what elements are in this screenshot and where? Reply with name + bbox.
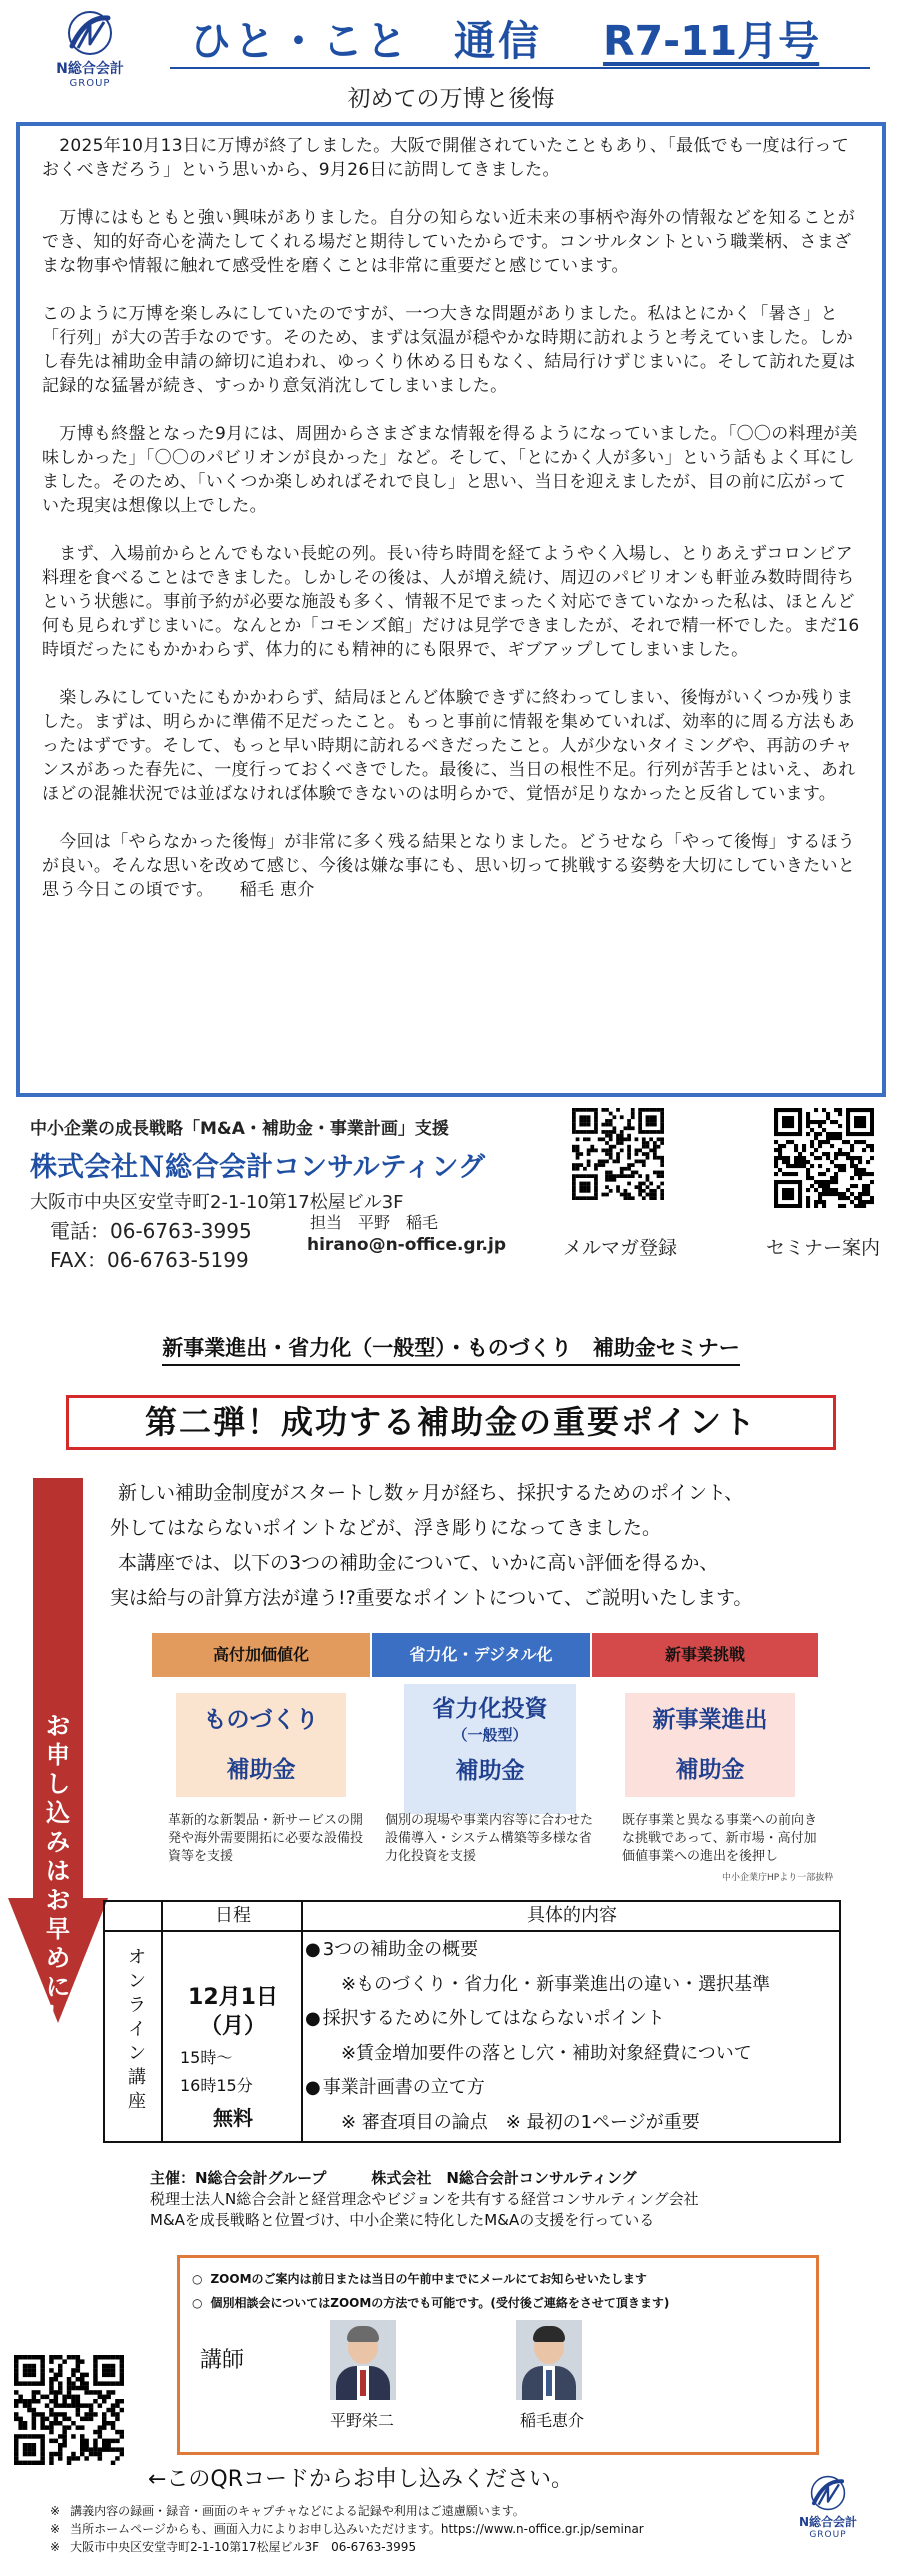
format-label	[127, 1946, 147, 2114]
subsidy-card-title: ものづくり	[203, 1707, 319, 1733]
apply-early-banner-text	[38, 1712, 78, 2031]
table-header-content: 具体的内容	[527, 1905, 617, 1926]
company-tagline: 中小企業の成長戦略「M&A・補助金・事業計画」支援	[30, 1119, 449, 1139]
category-header-high-value: 高付加価値化	[152, 1633, 370, 1677]
content-item: ● 事業計画書の立て方	[305, 2073, 835, 2099]
logo-name: N総合会計	[56, 61, 124, 77]
vertical-char: 講	[128, 2067, 146, 2088]
article-paragraph: 楽しみにしていたにもかかわらず、結局ほとんど体験できずに終わってしまい、後悔がいくつか残りました。まずは、明らかに準備不足だったこと。もっと事前に情報を集めていれば、効率的に周る方法もあったはずです。そして、もっと早い時期に訪れるべきだったこと。人が少ないタイミングや、再訪のチャンスがあった春先に、一度行っておくべきでした。最後に、当日の根性不足。行列が苦手とはいえ、あれほどの混雑状況では並ばなければ体験できないのは明らかで、覚悟が足りなかったと反省しています。	[42, 688, 856, 804]
company-address: 大阪市中央区安堂寺町2-1-10第17松屋ビル3F	[30, 1192, 404, 1213]
newsletter-issue: R7-11月号	[603, 17, 820, 65]
company-phone: 電話：06-6763-3995	[50, 1219, 252, 1243]
content-note: ※賃金増加要件の落とし穴・補助対象経費について	[341, 2043, 752, 2064]
intro-line: 本講座では、以下の3つの補助金について、いかに高い評価を得るか、	[118, 1552, 719, 1574]
subsidy-description: 個別の現場や事業内容等に合わせた設備導入・システム構築等多様な省力化投資を支援	[385, 1813, 594, 1864]
lecturer-name: 平野栄二	[330, 2411, 395, 2430]
newsletter-qr-caption: メルマガ登録	[562, 1237, 677, 1259]
organizer-line: 税理士法人N総合会計と経営理念やビジョンを共有する経営コンサルティング会社	[150, 2190, 699, 2208]
intro-line: 実は給与の計算方法が違う!?重要なポイントについて、ご説明いたします。	[110, 1587, 753, 1609]
contact-section	[0, 1105, 902, 1275]
category-header-new-business: 新事業挑戦	[592, 1633, 818, 1677]
seminar-fee: 無料	[213, 2106, 253, 2130]
subsidy-card-monozukuri	[176, 1693, 346, 1797]
vertical-char: み	[46, 1828, 70, 1856]
seminar-subtitle	[0, 1332, 902, 1362]
seminar-intro	[110, 1476, 890, 1616]
lecturer-photo	[330, 2320, 396, 2400]
lecturer-label: 講師	[200, 2348, 245, 2373]
footer-logo	[778, 2475, 878, 2540]
subsidy-card-title2: 補助金	[675, 1757, 745, 1783]
notice-line: ○ 個別相談会についてはZOOMの方法でも可能です。(受付後ご連絡をさせて頂きます)	[192, 2294, 669, 2311]
logo-mark-icon	[803, 2475, 853, 2511]
subsidy-card-new-business	[625, 1693, 795, 1797]
content-item: ● 3つの補助金の概要	[305, 1935, 835, 1961]
newsletter-title: ひと・こと 通信	[190, 17, 542, 65]
vertical-char: オ	[128, 1947, 146, 1968]
lecturer-photo	[516, 2320, 582, 2400]
seminar-date: 12月1日	[188, 1985, 278, 2010]
organizer-line: 主催：N総合会計グループ 株式会社 N総合会計コンサルティング	[150, 2169, 637, 2187]
seminar-subtitle-text: 新事業進出・省力化（一般型）・ものづくり 補助金セミナー	[162, 1336, 740, 1366]
logo-group-text: GROUP	[809, 2530, 847, 2540]
newsletter-qr-code-icon[interactable]	[572, 1108, 664, 1200]
subsidy-card-subtitle: （一般型）	[452, 1726, 528, 1744]
vertical-char: ン	[128, 1971, 146, 1992]
vertical-char: ！	[46, 2002, 70, 2030]
vertical-char: 早	[46, 1915, 70, 1943]
company-fax: FAX：06-6763-5199	[50, 1248, 249, 1272]
content-item: ● 採択するために外してはならないポイント	[305, 2004, 835, 2030]
vertical-char: め	[46, 1944, 70, 1972]
article-paragraph: 万博にはもともと強い興味がありました。自分の知らない近未来の事柄や海外の情報などを知ることができ、知的好奇心を満たしてくれる場だと期待していたからです。コンサルタントという職業柄、さまざまな物事や情報に触れて感受性を磨くことは非常に重要だと感じています。	[42, 208, 856, 276]
vertical-char: イ	[128, 2019, 146, 2040]
logo-group-text: GROUP	[69, 78, 111, 89]
footnote: ※ 講義内容の録画・録音・画面のキャプチャなどによる記録や利用はご遠慮願います。	[50, 2502, 525, 2519]
vertical-char: は	[46, 1857, 70, 1885]
seminar-title: 第二弾！成功する補助金の重要ポイント	[66, 1395, 836, 1450]
footnote: ※ 大阪市中央区安堂寺町2-1-10第17松屋ビル3F 06-6763-3995	[50, 2538, 416, 2555]
source-note: 中小企業庁HPより一部抜粋	[722, 1873, 834, 1883]
category-header-labor-saving: 省力化・デジタル化	[372, 1633, 590, 1677]
vertical-char: 座	[128, 2091, 146, 2112]
subsidy-card-title2: 補助金	[455, 1758, 525, 1784]
article-paragraph: 2025年10月13日に万博が終了しました。大阪で開催されていたこともあり、「最低でも一度は行っておくべきだろう」という思いから、9月26日に訪問してきました。	[42, 136, 850, 180]
newsletter-header	[0, 0, 902, 130]
application-qr-code-icon[interactable]	[14, 2355, 124, 2465]
seminar-qr-code-icon[interactable]	[774, 1108, 874, 1208]
seminar-qr-caption: セミナー案内	[765, 1237, 880, 1259]
seminar-time-end: 16時15分	[180, 2076, 253, 2095]
subsidy-description: 既存事業と異なる事業への前向きな挑戦であって、新市場・高付加価値事業への進出を後押し	[622, 1813, 818, 1864]
lecturer-name: 稲毛恵介	[520, 2411, 585, 2430]
header-divider	[170, 67, 870, 69]
organizer-line: M&Aを成長戦略と位置づけ、中小企業に特化したM&Aの支援を行っている	[150, 2211, 655, 2229]
contact-staff: 担当 平野 稲毛	[310, 1213, 439, 1232]
logo-mark-icon	[60, 10, 120, 56]
organizer-info	[150, 2168, 870, 2231]
subsidy-description: 革新的な新製品・新サービスの開発や海外需要開拓に必要な設備投資等を支援	[168, 1813, 364, 1864]
subsidy-card-title: 新事業進出	[652, 1707, 768, 1733]
application-qr-caption: ←このQRコードからお申し込みください。	[148, 2467, 574, 2492]
company-name: 株式会社Ｎ総合会計コンサルティング	[30, 1152, 485, 1183]
intro-line: 外してはならないポイントなどが、浮き彫りになってきました。	[110, 1517, 662, 1539]
content-note: ※ 審査項目の論点 ※ 最初の1ページが重要	[341, 2112, 700, 2133]
vertical-char: お	[46, 1712, 70, 1740]
footnote[interactable]: ※ 当所ホームページからも、画面入力によりお申し込みいただけます。https://www.n-office.gr.jp/seminar	[50, 2520, 644, 2537]
vertical-char: お	[46, 1886, 70, 1914]
article-paragraph: 今回は「やらなかった後悔」が非常に多く残る結果となりました。どうせなら「やって後悔」するほうが良い。そんな思いを改めて感じ、今後は嫌な事にも、思い切って挑戦する姿勢を大切にしていきたいと思う今日この頃です。 稲毛 恵介	[42, 832, 856, 900]
article-paragraph: まず、入場前からとんでもない長蛇の列。長い待ち時間を経てようやく入場し、とりあえずコロンビア料理を食べることはできました。しかしその後は、人が増え続け、周辺のパビリオンも軒並み数時間待ちという状態に。事前予約が必要な施設も多く、情報不足でまったく対応できていなかった私は、ほとんど何も見られずじまいに。なんとか「コモンズ館」だけは見学できましたが、それで精一杯でした。まだ16時頃だったにもかかわらず、体力的にも精神的にも限界で、ギブアップしてしまいました。	[42, 544, 860, 660]
vertical-char: ラ	[128, 1995, 146, 2016]
vertical-char: 申	[46, 1741, 70, 1769]
vertical-char: 込	[46, 1799, 70, 1827]
subsidy-card-title2: 補助金	[226, 1757, 296, 1783]
subsidy-card-labor-saving	[404, 1684, 576, 1814]
content-note: ※ものづくり・省力化・新事業進出の違い・選択基準	[341, 1974, 771, 1995]
notice-line: ○ ZOOMのご案内は前日または当日の午前中までにメールにてお知らせいたします	[192, 2270, 647, 2287]
article-box	[16, 122, 886, 1097]
table-divider	[105, 1930, 839, 1932]
notice-box	[177, 2255, 819, 2455]
vertical-char: し	[46, 1770, 70, 1798]
seminar-time-start: 15時～	[180, 2048, 233, 2067]
logo-name: N総合会計	[798, 2515, 858, 2529]
company-logo	[40, 10, 140, 89]
vertical-char: に	[46, 1973, 70, 2001]
article-paragraph: 万博も終盤となった9月には、周囲からさまざまな情報を得るようになっていました。「〇〇の料理が美味しかった」「〇〇のパビリオンが良かった」など。そして、「とにかく人が多い」という話もよく耳にしました。そのため、「いくつか楽しめればそれで良し」と思い、当日を迎えましたが、目の前に広がっていた現実は想像以上でした。	[42, 424, 858, 516]
contact-email[interactable]: hirano@n-office.gr.jp	[307, 1235, 507, 1255]
intro-line: 新しい補助金制度がスタートし数ヶ月が経ち、採択するためのポイント、	[118, 1482, 744, 1504]
schedule-table	[103, 1900, 841, 2143]
vertical-char: ン	[128, 2043, 146, 2064]
table-header-date: 日程	[215, 1905, 251, 1926]
subsidy-card-title: 省力化投資	[432, 1696, 548, 1722]
seminar-weekday: （月）	[199, 2014, 266, 2039]
article-paragraph: このように万博を楽しみにしていたのですが、一つ大きな問題がありました。私はとにかく「暑さ」と「行列」が大の苦手なのです。そのため、まずは気温が穏やかな時期に訪れようと考えていました。しかし春先は補助金申請の締切に追われ、ゆっくり休める日もなく、結局行けずじまいに。そして訪れた夏は記録的な猛暑が続き、すっかり意気消沈してしまいました。	[42, 304, 856, 396]
article-title: 初めての万博と後悔	[347, 86, 555, 112]
